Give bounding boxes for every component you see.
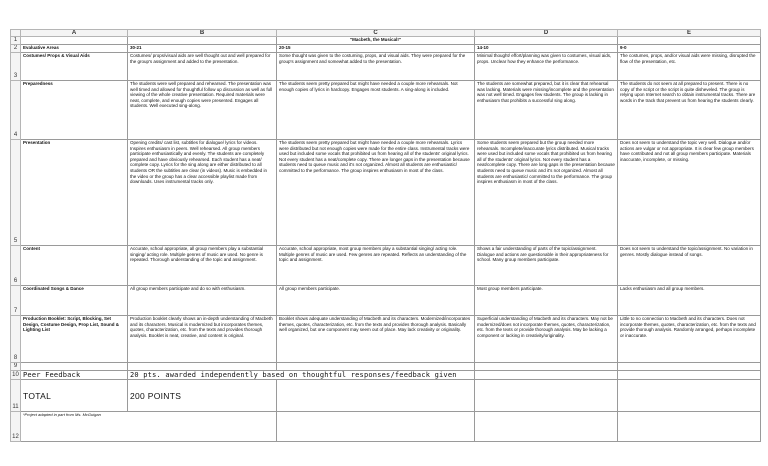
peer-feedback-label[interactable]: Peer Feedback [21,371,128,380]
cell-b9[interactable] [128,363,277,371]
cell-d10[interactable] [475,371,618,380]
criterion-cell-b[interactable]: Accurate, school appropriate, all group members play a substantial singing/ acting role. Multiple genres of music are used. No genre is repeated. Thorough understanding of the topic and assignment. [128,246,277,286]
score-header-row [11,45,761,53]
criterion-cell-e[interactable]: Lacks enthusiasm and all group members. [618,286,761,316]
criterion-row [11,53,761,81]
criterion-cell-e[interactable]: Does not seem to understand the topic/assignment. No variation in genres. Mostly dialogue instead of songs. [618,246,761,286]
attribution-note[interactable]: *Project adapted in part from Ms. McGuigan [21,412,277,442]
criterion-cell-b[interactable]: Production booklet clearly shows an in-depth understanding of Macbeth and its characters. Musical is modernized but incorporates themes, quotes, characterization, etc. from the texts and provides thorough analysis. Booklet is neat, creative, and content is original. [128,316,277,363]
criterion-cell-c[interactable]: The students seem pretty prepared but might have needed a couple more rehearsals. Not enough copies of lyrics in hardcopy. Engages most students. A sing-along is included. [277,81,475,140]
score-range-e[interactable]: 9-0 [618,45,761,53]
peer-feedback-row [11,371,761,380]
column-header-c[interactable]: C [277,30,475,37]
row-header-12[interactable]: 12 [11,412,21,442]
criterion-cell-b[interactable]: Opening credits/ cast list, subtitles for dialogue/ lyrics for videos. Inspires enthusiasm in peers. Well rehearsed. All group members participate enthusiastically and evenly. The students are completely prepared and have obviously rehearsed. Each student has a neat/ complete copy. Lyrics for the sing along are either distributed to all students OR the subtitles are clear (in videos). Music is embedded in the video or the group has a clear accessible playlist made from downloads. Uses instrumental tracks only. [128,140,277,246]
cell-c12[interactable] [277,412,475,442]
cell-e9[interactable] [618,363,761,371]
note-row [11,412,761,442]
criterion-cell-c[interactable]: Some thought was given to the costuming, props, and visual aids. They were prepared for the group's assignment and somewhat added to the presentation. [277,53,475,81]
criterion-cell-d[interactable]: Minimal thought/ effort/planning was given to costumes, visual aids, props. Unclear how they enhance the performance. [475,53,618,81]
row-header-7[interactable]: 7 [11,286,21,316]
title-row [11,37,761,45]
row-header-4[interactable]: 4 [11,81,21,140]
sheet-title[interactable]: "Macbeth, the Musical!" [277,37,475,45]
empty-row [11,363,761,371]
peer-feedback-text[interactable]: 20 pts. awarded independently based on thoughtful responses/feedback given [128,371,475,380]
criterion-cell-d[interactable]: Superficial understanding of Macbeth and its characters. May not be modernized/does not incorporate themes, quotes, characterization, etc. from the texts or provide thorough analysis. May be lacking a component or lacking in creativity/originality. [475,316,618,363]
row-header-1[interactable]: 1 [11,37,21,45]
criterion-cell-b[interactable]: All group members participate and do so with enthusiasm. [128,286,277,316]
select-all-corner[interactable] [11,30,21,37]
score-range-d[interactable]: 14-10 [475,45,618,53]
row-header-11[interactable]: 11 [11,380,21,412]
criterion-cell-c[interactable]: All group members participate. [277,286,475,316]
row-header-8[interactable]: 8 [11,316,21,363]
criterion-area[interactable]: Preparedness [21,81,128,140]
total-label[interactable]: TOTAL [21,380,128,412]
column-header-d[interactable]: D [475,30,618,37]
cell-e12[interactable] [618,412,761,442]
criterion-row [11,140,761,246]
criterion-cell-b[interactable]: The students were well prepared and rehearsed. The presentation was well timed and allowed for thoughtful follow up discussion as well as full viewing of the whole creative presentation. Required materials were neat, complete, and enough copies were presented. Engages all students. Well executed sing-along. [128,81,277,140]
cell-d9[interactable] [475,363,618,371]
criterion-row [11,81,761,140]
score-range-c[interactable]: 20-15 [277,45,475,53]
column-header-a[interactable]: A [21,30,128,37]
criterion-area[interactable]: Content [21,246,128,286]
criterion-cell-e[interactable]: The students do not seem at all prepared to present. There is no copy of the script or the script is quite disheveled. The group is relying upon Internet search to obtain instrumental tracks. There are words in the track that prevent us from hearing the students clearly. [618,81,761,140]
row-header-6[interactable]: 6 [11,246,21,286]
criterion-cell-e[interactable]: Does not seem to understand the topic very well. Dialogue and/or actions are vulgar or not appropriate. It is clear few group members have contributed and not all group members participate. Materials inaccurate, incomplete, or missing. [618,140,761,246]
cell-e1[interactable] [618,37,761,45]
cell-e10[interactable] [618,371,761,380]
cell-c11[interactable] [277,380,475,412]
row-header-3[interactable]: 3 [11,53,21,81]
row-header-2[interactable]: 2 [11,45,21,53]
criterion-cell-d[interactable]: The students are somewhat prepared, but it is clear that rehearsal was lacking. Materials were missing/incomplete and the presentation was not well timed. Engages few students. The group is lacking in enthusiasm that prohibits a successful sing along. [475,81,618,140]
column-header-e[interactable]: E [618,30,761,37]
criterion-row [11,316,761,363]
column-header-row [11,30,761,37]
criterion-area[interactable]: Coordinated Songs & Dance [21,286,128,316]
row-header-9[interactable]: 9 [11,363,21,371]
criterion-area[interactable]: Costumes/ Props & Visual Aids [21,53,128,81]
criterion-row [11,246,761,286]
criterion-area[interactable]: Presentation [21,140,128,246]
rubric-spreadsheet [10,29,761,442]
cell-d1[interactable] [475,37,618,45]
criterion-cell-d[interactable]: Some students seem prepared but the group needed more rehearsals. Incomplete/inaccurate lyrics distributed. Musical tracks were used but included some vocals that prohibited us from hearing all of the students' original lyrics. Not every student has a neat/complete copy. There are long gaps in the presentation because students need to queue music and it's not organized. Almost all students are enthusiastic/ committed to the performance. The group inspires enthusiasm in most of the class. [475,140,618,246]
criterion-cell-e[interactable]: Little to no connection to Macbeth and its characters. Does not incorporate themes, quotes, characterization, etc. from the texts and provide thorough analysis. Randomly arranged, perhaps incomplete or inaccurate. [618,316,761,363]
cell-e11[interactable] [618,380,761,412]
cell-a1[interactable] [21,37,128,45]
score-range-b[interactable]: 30-21 [128,45,277,53]
criterion-row [11,286,761,316]
cell-d11[interactable] [475,380,618,412]
cell-b1[interactable] [128,37,277,45]
criterion-cell-c[interactable]: Booklet shows adequate understanding of Macbeth and its characters. Modernized/incorporates themes, quotes, characterization, etc. from the texts and provides thorough analysis. Basically well organized, but one component may seem out of place. May lack creativity or originality. [277,316,475,363]
cell-d12[interactable] [475,412,618,442]
criterion-area[interactable]: Production Booklet: Script, Blocking, Set Design, Costume Design, Prop List, Sound & Lighting List [21,316,128,363]
evaluative-areas-header[interactable]: Evaluative Areas [21,45,128,53]
cell-c9[interactable] [277,363,475,371]
row-header-5[interactable]: 5 [11,140,21,246]
criterion-cell-d[interactable]: Shows a fair understanding of parts of the topic/assignment. Dialogue and actions are questionable in their appropriateness for school. Many group members participate. [475,246,618,286]
criterion-cell-c[interactable]: Accurate, school appropriate, most group members play a substantial singing/ acting role. Multiple genres of music are used. Few genres are repeated. Reflects an understanding of the topic and assignment. [277,246,475,286]
column-header-b[interactable]: B [128,30,277,37]
criterion-cell-d[interactable]: Most group members participate. [475,286,618,316]
criterion-cell-b[interactable]: Costumes/ props/visual aids are well thought out and well prepared for the group's assignment and added to the presentation. [128,53,277,81]
criterion-cell-e[interactable]: The costumes, props, and/or visual aids were missing, disrupted the flow of the presentation, etc. [618,53,761,81]
cell-a9[interactable] [21,363,128,371]
row-header-10[interactable]: 10 [12,372,19,378]
total-points[interactable]: 200 POINTS [128,380,277,412]
criterion-cell-c[interactable]: The students seem pretty prepared but might have needed a couple more rehearsals. Lyrics were distributed but not enough copies were made for the entire class. Instrumental tracks were used but included some vocals that prohibited us from hearing all of the students' original lyrics. Not every student has a neat/complete copy. There are longer gaps in the presentation because students need to queue music and it's not organized. Almost all students are enthusiastic/ committed to the performance. The group inspires enthusiasm in most of the class. [277,140,475,246]
total-row [11,380,761,412]
